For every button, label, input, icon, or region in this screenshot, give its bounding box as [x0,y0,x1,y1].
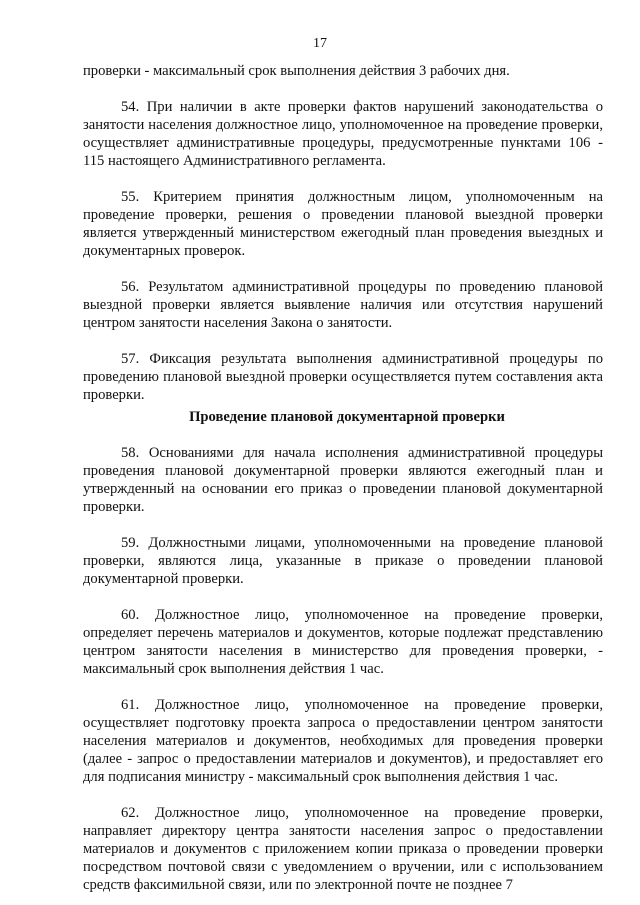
paragraph-continuation: проверки - максимальный срок выполнения действия 3 рабочих дня. [83,63,510,79]
paragraph-56: 56. Результатом административной процедуры по проведению плановой выездной проверки является выявление наличия или отсутствия нарушений центром занятости населения Закона о занятости. [83,279,603,331]
section-heading: Проведение плановой документарной проверки [189,409,505,425]
paragraph-57: 57. Фиксация результата выполнения административной процедуры по проведению плановой выездной проверки осуществляется путем составления акта проверки. [83,351,603,403]
paragraph-54: 54. При наличии в акте проверки фактов нарушений законодательства о занятости населения должностное лицо, уполномоченное на проведение проверки, осуществляет административные процедуры, предусмотренные пунктами 106 - 115 настоящего Административного регламента. [83,99,603,169]
document-body [83,62,603,894]
paragraph-59: 59. Должностными лицами, уполномоченными на проведение плановой проверки, являются лица, указанные в приказе о проведении плановой документарной проверки. [83,535,603,587]
paragraph-58: 58. Основаниями для начала исполнения административной процедуры проведения плановой документарной проверки являются ежегодный план и утвержденный на основании его приказ о проведении плановой документарной проверки. [83,445,603,515]
paragraph-62: 62. Должностное лицо, уполномоченное на проведение проверки, направляет директору центра занятости населения запрос о предоставлении материалов и документов с приложением копии приказа о проведении проверки посредством почтовой связи с уведомлением о вручении, или с использованием средств факсимильной связи, или по электронной почте не позднее 7 [83,805,603,893]
page-number: 17 [313,36,327,51]
paragraph-55: 55. Критерием принятия должностным лицом, уполномоченным на проведение проверки, решения о проведении плановой выездной проверки является утвержденный министерством ежегодный план проведения выездных и документарных проверок. [83,189,603,259]
paragraph-61: 61. Должностное лицо, уполномоченное на проведение проверки, осуществляет подготовку проекта запроса о предоставлении центром занятости населения материалов и документов, необходимых для проведения проверки (далее - запрос о предоставлении материалов и документов), и предоставляет его для подписания министру - максимальный срок выполнения действия 1 час. [83,697,603,785]
paragraph-60: 60. Должностное лицо, уполномоченное на проведение проверки, определяет перечень материалов и документов, которые подлежат представлению центром занятости населения в министерство для проведения проверки, - максимальный срок выполнения действия 1 час. [83,607,603,677]
